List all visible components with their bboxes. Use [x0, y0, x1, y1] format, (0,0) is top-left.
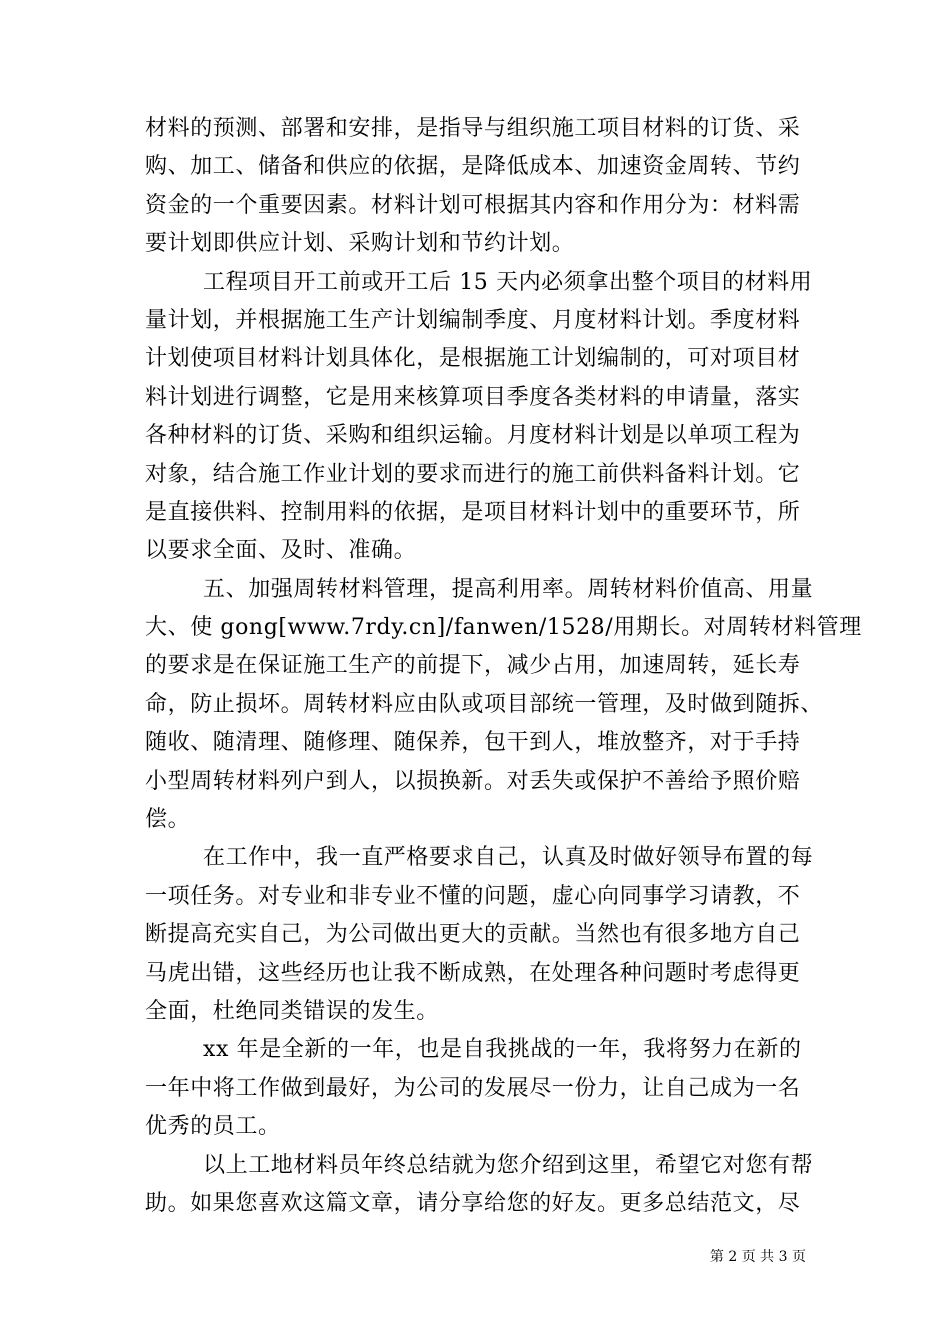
text-line: 资金的一个重要因素。材料计划可根据其内容和作用分为：材料需: [145, 192, 801, 218]
text-line: 五、加强周转材料管理，提高利用率。周转材料价值高、用量: [203, 576, 814, 602]
text-line: 计划使项目材料计划具体化，是根据施工计划编制的，可对项目材: [145, 346, 801, 372]
text-line: 随收、随清理、随修理、随保养，包干到人，堆放整齐，对于手持: [145, 730, 801, 756]
text-line: 购、加工、储备和供应的依据，是降低成本、加速资金周转、节约: [145, 154, 801, 180]
text-line: 一年中将工作做到最好，为公司的发展尽一份力，让自己成为一名: [145, 1075, 801, 1101]
text-line: 工程项目开工前或开工后 15 天内必须拿出整个项目的材料用: [203, 269, 813, 295]
text-line: 量计划，并根据施工生产计划编制季度、月度材料计划。季度材料: [145, 307, 801, 333]
text-line: 一项任务。对专业和非专业不懂的问题，虚心向同事学习请教，不: [145, 883, 801, 909]
text-line: 以要求全面、及时、准确。: [145, 538, 417, 564]
text-line: 助。如果您喜欢这篇文章，请分享给您的好友。更多总结范文，尽: [145, 1190, 801, 1216]
text-line: 的要求是在保证施工生产的前提下，减少占用，加速周转，延长寿: [145, 653, 801, 679]
paragraph-project-material-plan: [145, 264, 813, 571]
text-line: xx 年是全新的一年，也是自我挑战的一年，我将努力在新的: [203, 1037, 802, 1063]
text-line: 各种材料的订货、采购和组织运输。月度材料计划是以单项工程为: [145, 423, 801, 449]
text-line: 材料的预测、部署和安排，是指导与组织施工项目材料的订货、采: [145, 116, 801, 141]
text-line: 大、使 gong[www.7rdy.cn]/fanwen/1528/用期长。对周转材料管理: [145, 615, 862, 641]
text-line: 断提高充实自己，为公司做出更大的贡献。当然也有很多地方自己: [145, 922, 801, 948]
text-line: 命，防止损坏。周转材料应由队或项目部统一管理，及时做到随拆、: [145, 691, 824, 717]
text-line: 料计划进行调整，它是用来核算项目季度各类材料的申请量，落实: [145, 384, 801, 410]
text-line: 是直接供料、控制用料的依据，是项目材料计划中的重要环节，所: [145, 499, 801, 525]
text-line: 全面，杜绝同类错误的发生。: [145, 998, 439, 1024]
text-line: 优秀的员工。: [145, 1114, 281, 1140]
text-line: 在工作中，我一直严格要求自己，认真及时做好领导布置的每: [203, 845, 814, 871]
paragraph-new-year-goal: [145, 1031, 807, 1146]
text-line: 对象，结合施工作业计划的要求而进行的施工前供料备料计划。它: [145, 461, 801, 487]
document-body: [145, 110, 862, 1223]
text-line: 马虎出错，这些经历也让我不断成熟，在处理各种问题时考虑得更: [145, 960, 801, 986]
paragraph-work-attitude: [145, 839, 814, 1031]
text-line: 以上工地材料员年终总结就为您介绍到这里，希望它对您有帮: [203, 1152, 814, 1178]
text-line: 偿。: [145, 807, 191, 833]
paragraph-material-plan-intro: [145, 110, 807, 264]
page-number-footer: 第 2 页 共 3 页: [709, 1249, 806, 1265]
text-line: 要计划即供应计划、采购计划和节约计划。: [145, 231, 575, 257]
paragraph-turnover-materials: [145, 571, 862, 840]
paragraph-closing: [145, 1147, 814, 1224]
text-line: 小型周转材料列户到人，以损换新。对丢失或保护不善给予照价赔: [145, 768, 801, 794]
